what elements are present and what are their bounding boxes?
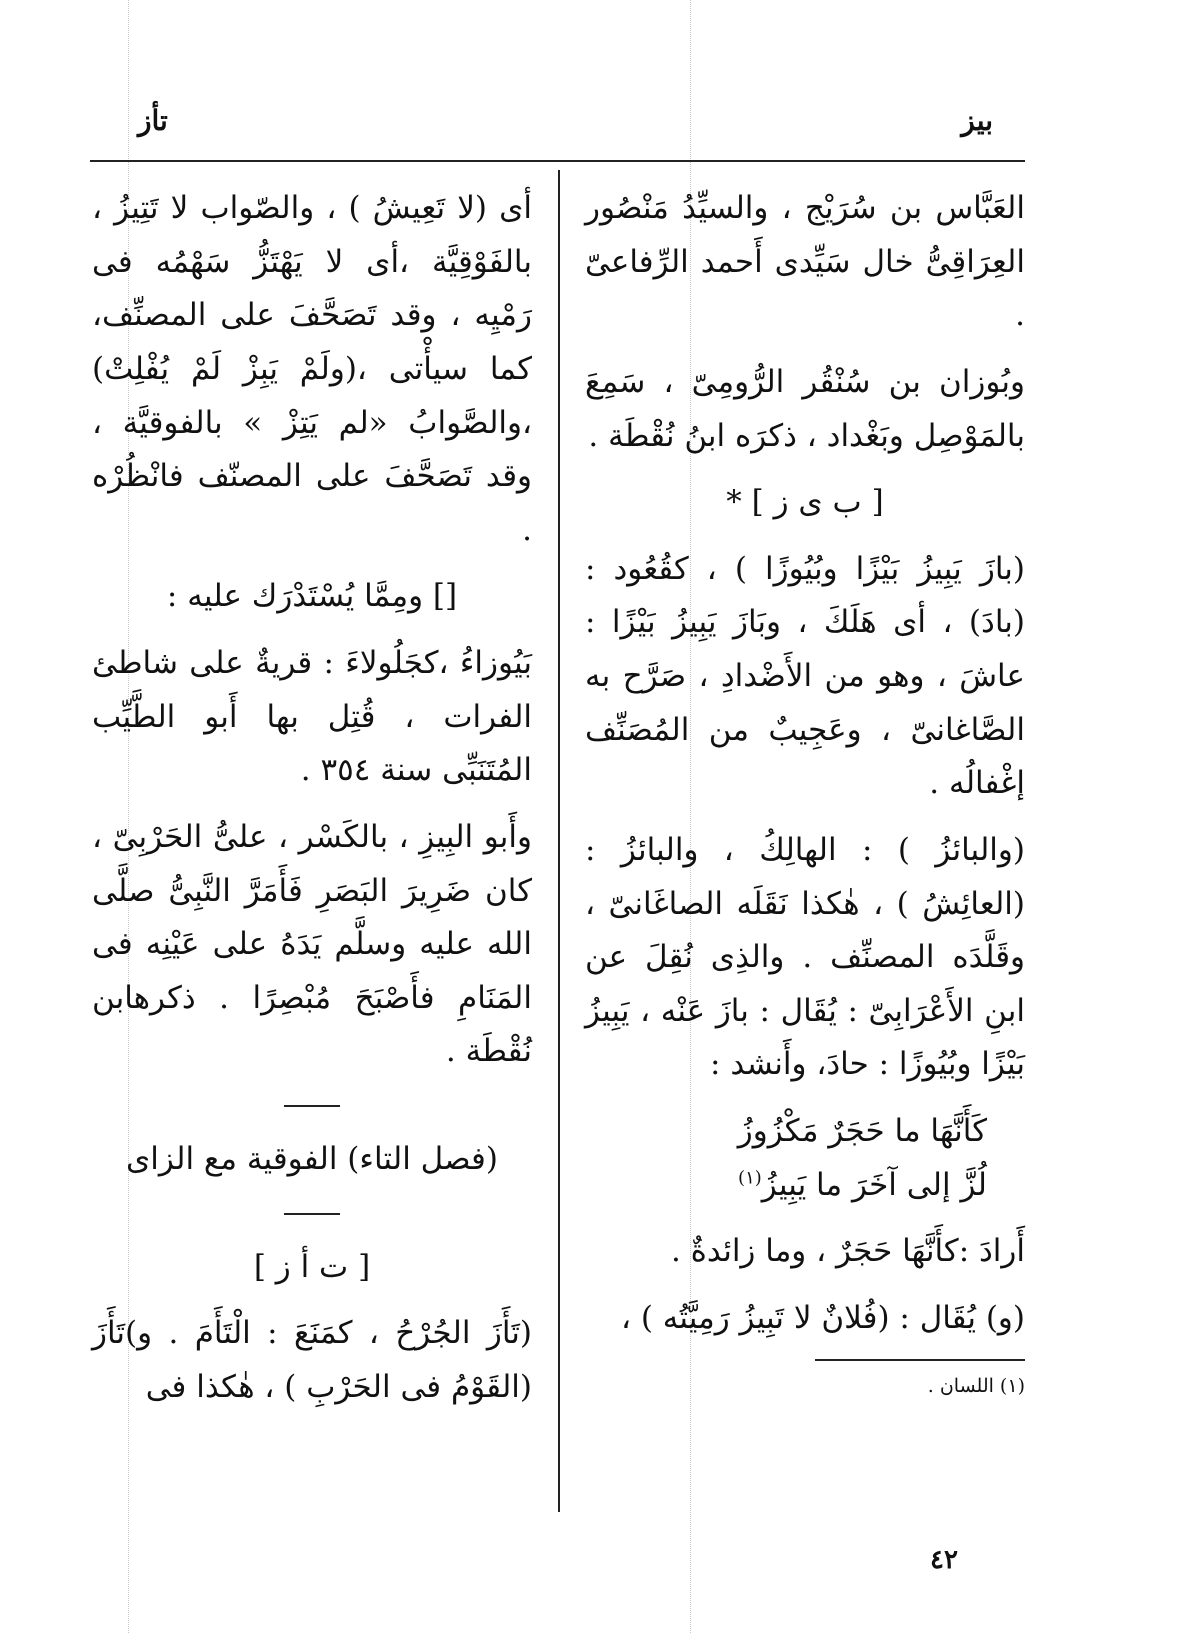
paragraph: أَرادَ :كأَنَّهَا حَجَرٌ ، وما زائدةٌ . [670,1233,1025,1270]
running-header-left: تأز [138,104,168,137]
paragraph: وأَبو البِيزِ ، بالكَسْر ، علىُّ الحَرْبِىّ ، كان ضَرِيرَ البَصَرِ فَأَمَرَّ النَّبِىُّ صلَّى الله عليه وسلَّم يَدَهُ على عَيْنِه فى المَنَامِ فأَصْبَحَ مُبْصِرًا . ذكرهابن نُقْطَة . [92,818,532,1070]
entry-heading: [ ب ى ز ] * [726,484,884,521]
right-column [585,182,1025,1399]
left-column [92,182,532,1428]
section-rule [284,1105,340,1107]
entry-heading: [ ت أ ز ] [253,1248,371,1285]
running-header-right: بيز [961,104,993,137]
paragraph: العَبَّاس بن سُرَيْج ، والسيِّدُ مَنْصُور العِرَاقِىُّ خال سَيِّدى أَحمد الرِّفاعىّ . [585,190,1025,334]
paragraph: أى (لا تَعِيشُ ) ، والصّواب لا تَتِيزُ ، بالفَوْقِيَّة ،أى لا يَهْتَزُّ سَهْمُه فى رَمْيِه ، وقد تَصَحَّفَ على المصنِّف، كما سيأْتى ،(ولَمْ يَبِزْ لَمْ يُفْلِتْ) ،والصَّوابُ «لم يَتِزْ » بالفوقيَّة ، وقد تَصَحَّفَ على المصنّف فانْظُرْه . [92,190,532,548]
header-rule [90,160,1025,162]
footnote: (١) اللسان . [927,1374,1025,1397]
page-number: ٤٢ [930,1545,958,1575]
paragraph: (تَأَزَ الجُرْحُ ، كمَنَعَ : الْتَأَمَ . و)تَأَزَ (القَوْمُ فى الحَرْبِ ) ، هٰكذا فى [92,1315,532,1405]
paragraph: (بازَ يَبِيزُ بَيْزًا وبُيُوزًا ) ، كقُعُود : (بادَ) ، أى هَلَكَ ، وبَازَ يَبِيزُ بَيْزًا : عاشَ ، وهو من الأَضْدادِ ، صَرَّح به الصَّاغانىّ ، وعَجِيبٌ من المُصَنِّف إغْفالُه . [585,550,1025,802]
paragraph: (والبائزُ ) : الهالِكُ ، والبائزُ : (العائِشُ ) ، هٰكذا نَقَلَه الصاغَانىّ ، وقَلَّدَه المصنِّف . والذِى نُقِلَ عن ابنِ الأَعْرَابِىّ : يُقَال : بازَ عَنْه ، يَبِيزُ بَيْزًا وبُيُوزًا : حادَ، وأَنشد : [585,831,1025,1083]
column-separator [558,170,560,1512]
section-rule [284,1213,340,1215]
verse-line [585,1159,1025,1213]
verse-line: كَأَنَّهَا ما حَجَرٌ مَكْزُوزُ [737,1113,987,1149]
section-title: (فصل التاء) الفوقية مع الزاى [126,1141,498,1177]
subheading: [] ومِمَّا يُسْتَدْرَك عليه : [166,578,458,615]
footnote-rule [815,1359,1025,1361]
paragraph: (و) يُقَال : (فُلانٌ لا تَبِيزُ رَمِيَّتُه ) ، [620,1299,1025,1336]
footnote-ref: (١) [738,1167,762,1189]
paragraph: بَيُوزاءُ ،كجَلُولاءَ : قريةٌ على شاطئ الفرات ، قُتِل بها أَبو الطَّيِّب المُتَنَبِّى سنة ٣٥٤ . [92,645,532,789]
paragraph: وبُوزان بن سُنْقُر الرُّومِىّ ، سَمِعَ بالمَوْصِل وبَغْداد ، ذكرَه ابنُ نُقْطَة . [585,363,1025,454]
verse-text: لُزَّ إلى آخَرَ ما يَبِيزُ [761,1166,987,1203]
